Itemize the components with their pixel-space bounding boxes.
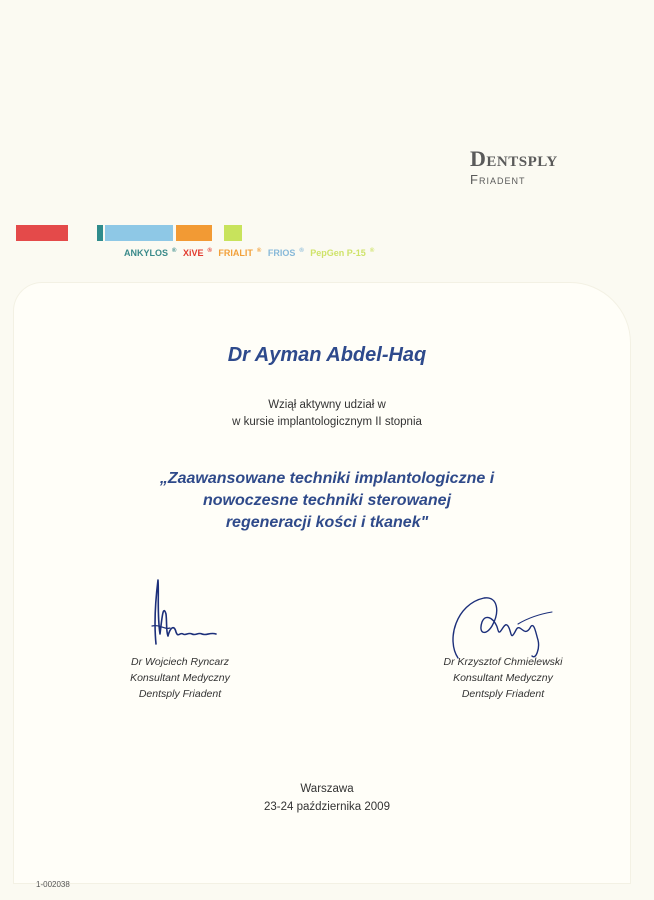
color-bar-red (16, 225, 68, 241)
signatory-left-role: Konsultant Medyczny (130, 672, 230, 684)
signatory-right-company: Dentsply Friadent (461, 688, 545, 700)
recipient-name: Dr Ayman Abdel-Haq (227, 344, 427, 366)
course-line-1: „Zaawansowane techniki implantologiczne i (159, 470, 495, 487)
intro-text (0, 397, 654, 431)
intro-line-1: Wziął aktywny udział w (268, 399, 386, 411)
course-line-2: nowoczesne techniki sterowanej (202, 492, 452, 509)
signatory-left-name: Dr Wojciech Ryncarz (130, 656, 230, 668)
color-bar-teal (97, 225, 103, 241)
product-ankylos: ANKYLOS ® (124, 248, 177, 258)
color-bar-lime (224, 225, 242, 241)
signatory-left (100, 654, 260, 702)
signature-left (140, 574, 240, 654)
product-pepgen: PepGen P-15 ® (310, 248, 375, 258)
color-bar-blue (105, 225, 173, 241)
color-bar-orange (176, 225, 212, 241)
logo-sub: Friadent (470, 172, 526, 187)
product-xive: XiVE ® (182, 248, 212, 258)
date: 23-24 października 2009 (264, 801, 390, 813)
product-frios: FRIOS ® (267, 248, 304, 258)
intro-line-2: w kursie implantologicznym II stopnia (232, 416, 422, 428)
product-line (124, 248, 378, 258)
course-line-3: regeneracji kości i tkanek" (225, 514, 429, 531)
signatory-right-name: Dr Krzysztof Chmielewski (443, 656, 563, 668)
signatory-right (418, 654, 588, 702)
document-number: 1-002038 (36, 880, 70, 889)
signatory-right-role: Konsultant Medyczny (453, 672, 553, 684)
product-frialit: FRIALIT ® (218, 248, 262, 258)
logo-brand: Dentsply (470, 146, 558, 171)
course-title (0, 468, 654, 534)
place-and-date (0, 780, 654, 816)
dentsply-friadent-logo (470, 148, 558, 188)
place: Warszawa (300, 783, 354, 795)
signatory-left-company: Dentsply Friadent (138, 688, 222, 700)
